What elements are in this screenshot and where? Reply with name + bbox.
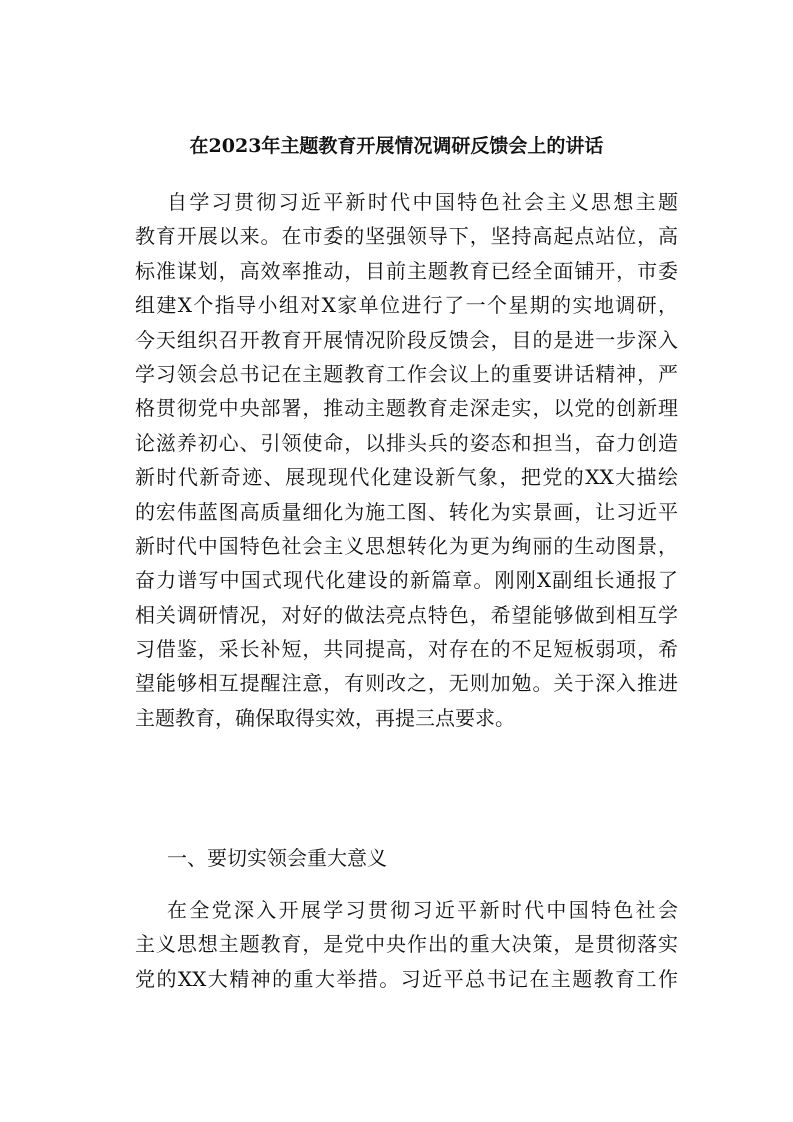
section-heading-text: 一、要切实领会重大意义	[167, 846, 387, 870]
text-line: 新时代新奇迹、展现现代化建设新气象，把党的XX大描绘	[135, 465, 678, 490]
text-line: 奋力谱写中国式现代化建设的新篇章。刚刚X副组长通报了	[135, 568, 678, 593]
text-line: 今天组织召开教育开展情况阶段反馈会，目的是进一步深入	[135, 327, 678, 352]
text-line: 主义思想主题教育，是党中央作出的重大决策，是贯彻落实	[135, 932, 678, 957]
document-title: 在2023年主题教育开展情况调研反馈会上的讲话	[189, 135, 604, 157]
text-line: 望能够相互提醒注意，有则改之，无则加勉。关于深入推进	[135, 671, 678, 696]
text-line: 学习领会总书记在主题教育工作会议上的重要讲话精神，严	[135, 361, 678, 386]
text-line: 论滋养初心、引领使命，以排头兵的姿态和担当，奋力创造	[135, 430, 678, 455]
text-line: 格贯彻党中央部署，推动主题教育走深走实，以党的创新理	[135, 396, 678, 421]
text-line: 主题教育，确保取得实效，再提三点要求。	[135, 705, 515, 730]
text-line: 组建X个指导小组对X家单位进行了一个星期的实地调研，	[135, 293, 678, 318]
section-heading	[135, 841, 678, 875]
paragraph-intro	[135, 185, 678, 735]
text-line: 教育开展以来。在市委的坚强领导下，坚持高起点站位，高	[135, 224, 678, 249]
text-line: 自学习贯彻习近平新时代中国特色社会主义思想主题	[167, 190, 678, 214]
text-line: 党的XX大精神的重大举措。习近平总书记在主题教育工作	[135, 966, 678, 991]
text-line: 在全党深入开展学习贯彻习近平新时代中国特色社会	[167, 898, 678, 922]
text-line: 新时代中国特色社会主义思想转化为更为绚丽的生动图景，	[135, 533, 678, 558]
text-line: 习借鉴，采长补短，共同提高，对存在的不足短板弱项，希	[135, 637, 678, 662]
text-line: 标准谋划，高效率推动，目前主题教育已经全面铺开，市委	[135, 258, 678, 283]
text-line: 的宏伟蓝图高质量细化为施工图、转化为实景画，让习近平	[135, 499, 678, 524]
paragraph-section-one	[135, 893, 678, 996]
text-line: 相关调研情况，对好的做法亮点特色，希望能够做到相互学	[135, 602, 678, 627]
